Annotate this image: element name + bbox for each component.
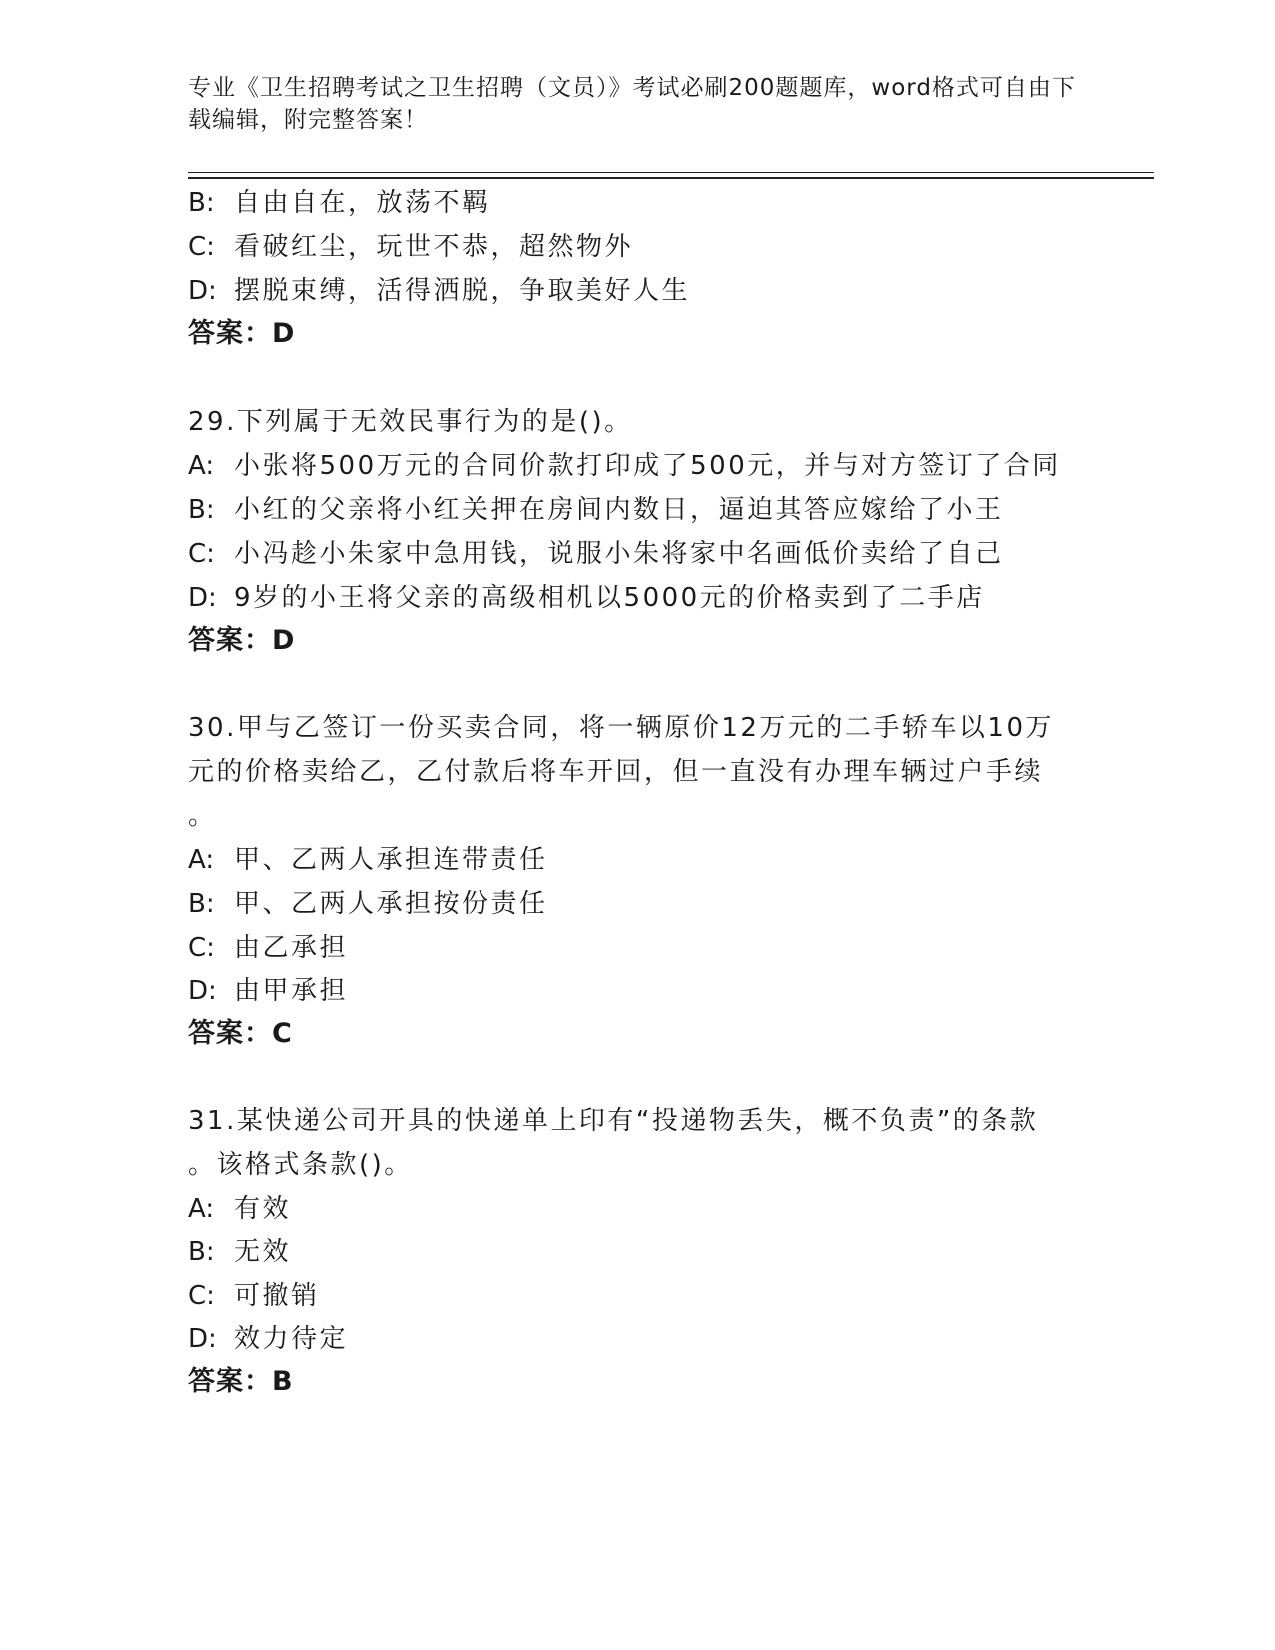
option-text: 自由自在，放荡不羁 [234, 188, 491, 218]
option-text: 甲、乙两人承担连带责任 [234, 845, 548, 875]
option-d [188, 975, 348, 1007]
option-text: 小张将500万元的合同价款打印成了500元，并与对方签订了合同 [234, 451, 1061, 481]
option-c [188, 231, 633, 263]
option-d [188, 582, 985, 614]
option-text: 由乙承担 [234, 933, 349, 963]
option-b [188, 187, 491, 219]
option-text: 看破红尘，玩世不恭，超然物外 [234, 232, 634, 262]
option-text: 9岁的小王将父亲的高级相机以5000元的价格卖到了二手店 [234, 583, 985, 613]
option-text: 可撤销 [234, 1281, 320, 1311]
option-b [188, 1236, 291, 1268]
option-d [188, 275, 690, 307]
answer-label: 答案：D [188, 625, 296, 656]
option-b [188, 888, 548, 920]
option-key: C: [188, 1281, 215, 1311]
option-key: A: [188, 451, 215, 481]
document-header-title: 专业《卫生招聘考试之卫生招聘（文员）》考试必刷200题题库，word格式可自由下载编辑，附完整答案！ [188, 75, 1076, 133]
option-a [188, 450, 1061, 482]
option-c [188, 538, 1004, 570]
answer-label: 答案：D [188, 318, 296, 349]
question-29-stem: 29.下列属于无效民事行为的是()。 [188, 407, 633, 437]
option-key: B: [188, 495, 215, 525]
option-text: 小红的父亲将小红关押在房间内数日，逼迫其答应嫁给了小王 [234, 495, 1004, 525]
question-30-stem-line1: 30.甲与乙签订一份买卖合同，将一辆原价12万元的二手轿车以10万 [188, 713, 1055, 743]
option-text: 甲、乙两人承担按份责任 [234, 889, 548, 919]
option-key: C: [188, 232, 215, 262]
option-key: C: [188, 933, 215, 963]
header-rule-thin [188, 172, 1154, 173]
option-a [188, 1193, 291, 1225]
option-text: 无效 [234, 1237, 292, 1267]
question-30-stem-line2: 元的价格卖给乙，乙付款后将车开回，但一直没有办理车辆过户手续 [188, 757, 1044, 787]
option-key: B: [188, 188, 215, 218]
option-key: D: [188, 276, 217, 306]
option-key: D: [188, 1324, 217, 1354]
question-30-stem-line3: 。 [188, 801, 217, 831]
option-a [188, 844, 548, 876]
option-key: A: [188, 845, 215, 875]
option-key: C: [188, 539, 215, 569]
answer-label: 答案：C [188, 1018, 293, 1049]
option-b [188, 494, 1004, 526]
option-c [188, 932, 348, 964]
option-key: D: [188, 976, 217, 1006]
option-key: B: [188, 889, 215, 919]
question-31-stem-line1: 31.某快递公司开具的快递单上印有“投递物丢失，概不负责”的条款 [188, 1106, 1039, 1136]
option-d [188, 1323, 348, 1355]
option-text: 摆脱束缚，活得洒脱，争取美好人生 [234, 276, 691, 306]
option-text: 由甲承担 [234, 976, 349, 1006]
option-text: 小冯趁小朱家中急用钱，说服小朱将家中名画低价卖给了自己 [234, 539, 1004, 569]
option-key: B: [188, 1237, 215, 1267]
option-text: 效力待定 [234, 1324, 349, 1354]
answer-label: 答案：B [188, 1366, 294, 1397]
option-text: 有效 [234, 1194, 292, 1224]
header-rule-thick [188, 177, 1154, 179]
option-key: A: [188, 1194, 215, 1224]
option-c [188, 1280, 320, 1312]
option-key: D: [188, 583, 217, 613]
question-31-stem-line2: 。该格式条款()。 [188, 1150, 413, 1180]
